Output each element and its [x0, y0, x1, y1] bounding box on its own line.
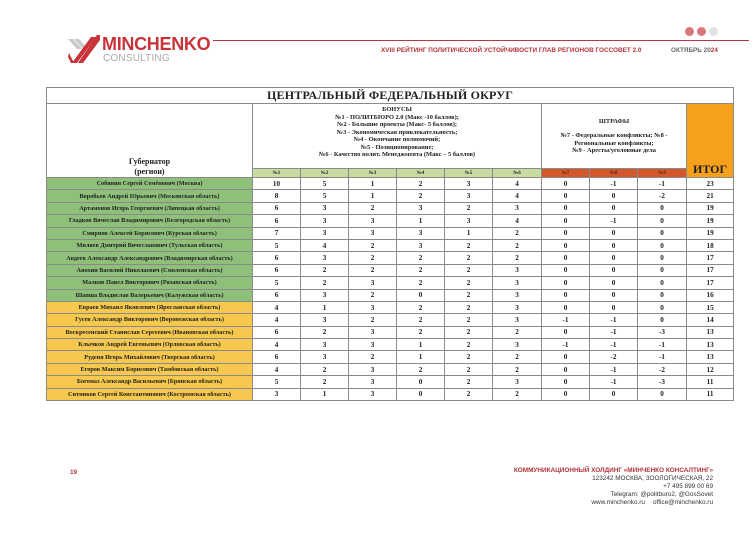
- header-divider: [213, 40, 749, 41]
- score-cell-6: 3: [493, 339, 542, 351]
- minchenko-logo: [68, 33, 218, 65]
- score-cell-1: 7: [253, 227, 301, 239]
- column-header-3: №3: [349, 169, 397, 178]
- score-cell-2: 2: [301, 277, 349, 289]
- score-cell-6: 2: [493, 351, 542, 363]
- score-cell-9: 0: [638, 227, 687, 239]
- score-cell-3: 2: [349, 202, 397, 214]
- penalty-line: №7 - Федеральные конфликты; №8 -: [560, 132, 668, 139]
- penalty-header: [542, 104, 687, 169]
- score-cell-9: 0: [638, 215, 687, 227]
- score-cell-2: 3: [301, 202, 349, 214]
- table-row: [47, 202, 734, 214]
- governor-column-header: [47, 104, 253, 178]
- column-header-2: №2: [301, 169, 349, 178]
- score-cell-7: 0: [542, 227, 590, 239]
- total-cell: 12: [687, 363, 734, 375]
- score-cell-5: 3: [445, 178, 493, 190]
- score-cell-8: 0: [590, 388, 638, 400]
- score-cell-4: 1: [397, 351, 445, 363]
- score-cell-2: 3: [301, 351, 349, 363]
- score-cell-3: 1: [349, 178, 397, 190]
- governor-header-line1: Губернатор: [128, 157, 171, 166]
- score-cell-7: 0: [542, 252, 590, 264]
- score-cell-6: 3: [493, 314, 542, 326]
- score-cell-8: 0: [590, 190, 638, 202]
- score-cell-1: 6: [253, 215, 301, 227]
- dot-2: [697, 27, 706, 36]
- district-title: ЦЕНТРАЛЬНЫЙ ФЕДЕРАЛЬНЫЙ ОКРУГ: [47, 88, 734, 104]
- score-cell-2: 5: [301, 190, 349, 202]
- bonus-line: №3 - Экономическая привлекательность;: [336, 128, 458, 136]
- governor-name-cell: Смирнов Алексей Борисович (Курская область): [47, 227, 253, 239]
- page-number: 19: [70, 469, 78, 476]
- score-cell-2: 2: [301, 376, 349, 388]
- table-row: [47, 190, 734, 202]
- score-cell-9: 0: [638, 314, 687, 326]
- bonus-title: БОНУСЫ: [382, 106, 412, 113]
- logo-chevron-icon: [68, 35, 100, 63]
- table-row: [47, 326, 734, 338]
- score-cell-2: 3: [301, 227, 349, 239]
- score-cell-4: 1: [397, 339, 445, 351]
- score-cell-1: 5: [253, 277, 301, 289]
- governor-name-cell: Богомаз Александр Васильевич (Брянская область): [47, 376, 253, 388]
- total-cell: 13: [687, 339, 734, 351]
- score-cell-6: 2: [493, 388, 542, 400]
- score-cell-1: 6: [253, 326, 301, 338]
- score-cell-3: 3: [349, 215, 397, 227]
- score-cell-5: 3: [445, 190, 493, 202]
- score-cell-6: 2: [493, 326, 542, 338]
- score-cell-7: 0: [542, 376, 590, 388]
- bonus-line: №5 - Позиционирование;: [360, 143, 434, 151]
- score-cell-1: 6: [253, 351, 301, 363]
- logo-subtitle: CONSULTING: [103, 53, 170, 64]
- score-cell-3: 2: [349, 289, 397, 301]
- score-cell-7: -1: [542, 339, 590, 351]
- table-row: [47, 252, 734, 264]
- column-header-6: №6: [493, 169, 542, 178]
- total-cell: 18: [687, 239, 734, 251]
- governor-name-cell: Артамонов Игорь Георгиевич (Липецкая область): [47, 202, 253, 214]
- penalty-title: ШТРАФЫ: [598, 117, 630, 125]
- footer-org: КОММУНИКАЦИОННЫЙ ХОЛДИНГ «МИНЧЕНКО КОНСАЛТИНГ»: [513, 467, 713, 474]
- score-cell-2: 1: [301, 388, 349, 400]
- footer-phone: +7 495 899 00 69: [663, 483, 713, 490]
- report-caption: XVIII РЕЙТИНГ ПОЛИТИЧЕСКОЙ УСТОЙЧИВОСТИ ГЛАВ РЕГИОНОВ ГОССОВЕТ 2.0: [381, 47, 642, 54]
- score-cell-9: 0: [638, 388, 687, 400]
- score-cell-5: 2: [445, 301, 493, 313]
- score-cell-6: 4: [493, 215, 542, 227]
- governor-name-cell: Клычков Андрей Евгеньевич (Орловская область): [47, 339, 253, 351]
- score-cell-9: 0: [638, 264, 687, 276]
- score-cell-2: 2: [301, 326, 349, 338]
- governor-name-cell: Егоров Максим Борисович (Тамбовская область): [47, 363, 253, 375]
- score-cell-2: 4: [301, 239, 349, 251]
- score-cell-6: 2: [493, 227, 542, 239]
- governor-name-cell: Собянин Сергей Семёнович (Москва): [47, 178, 253, 190]
- score-cell-6: 3: [493, 264, 542, 276]
- footer-web: [514, 499, 713, 507]
- bonus-line: №4 - Окончание полномочий;: [353, 136, 441, 143]
- score-cell-9: 0: [638, 289, 687, 301]
- score-cell-5: 2: [445, 252, 493, 264]
- governor-name-cell: Гусев Александр Викторович (Воронежская область): [47, 314, 253, 326]
- score-cell-6: 4: [493, 178, 542, 190]
- score-cell-9: -2: [638, 363, 687, 375]
- score-cell-3: 1: [349, 190, 397, 202]
- total-cell: 14: [687, 314, 734, 326]
- report-date-prefix: ОКТЯБРЬ 20: [671, 47, 711, 54]
- score-cell-1: 5: [253, 376, 301, 388]
- score-cell-8: -1: [590, 376, 638, 388]
- bonus-line: №2 - Большие проекты (Макс- 5 баллов);: [336, 121, 458, 128]
- score-cell-1: 8: [253, 190, 301, 202]
- penalty-line: №9 - Аресты/уголовные дела: [572, 147, 656, 154]
- score-cell-8: 0: [590, 264, 638, 276]
- score-cell-4: 0: [397, 376, 445, 388]
- total-cell: 17: [687, 277, 734, 289]
- total-cell: 19: [687, 202, 734, 214]
- score-cell-5: 2: [445, 351, 493, 363]
- score-cell-4: 2: [397, 277, 445, 289]
- table-row: [47, 227, 734, 239]
- score-cell-3: 3: [349, 376, 397, 388]
- score-cell-2: 5: [301, 178, 349, 190]
- dot-1: [685, 27, 694, 36]
- score-cell-2: 1: [301, 301, 349, 313]
- score-cell-4: 0: [397, 289, 445, 301]
- score-cell-5: 2: [445, 277, 493, 289]
- column-header-5: №5: [445, 169, 493, 178]
- total-cell: 11: [687, 376, 734, 388]
- score-cell-1: 4: [253, 339, 301, 351]
- total-cell: 19: [687, 227, 734, 239]
- governor-name-cell: Воробьев Андрей Юрьевич (Московская область): [47, 190, 253, 202]
- score-cell-4: 2: [397, 326, 445, 338]
- table-row: [47, 264, 734, 276]
- score-cell-8: 0: [590, 239, 638, 251]
- score-cell-6: 3: [493, 289, 542, 301]
- score-cell-6: 3: [493, 301, 542, 313]
- score-cell-9: -3: [638, 326, 687, 338]
- score-cell-9: 0: [638, 252, 687, 264]
- score-cell-6: 4: [493, 190, 542, 202]
- total-cell: 15: [687, 301, 734, 313]
- score-cell-7: -1: [542, 314, 590, 326]
- score-cell-5: 2: [445, 388, 493, 400]
- score-cell-8: 0: [590, 301, 638, 313]
- score-cell-6: 3: [493, 376, 542, 388]
- table-row: [47, 376, 734, 388]
- score-cell-3: 2: [349, 239, 397, 251]
- score-cell-8: -1: [590, 339, 638, 351]
- score-cell-7: 0: [542, 190, 590, 202]
- column-header-7: №7: [542, 169, 590, 178]
- score-cell-1: 4: [253, 314, 301, 326]
- score-cell-6: 3: [493, 202, 542, 214]
- score-cell-3: 3: [349, 227, 397, 239]
- score-cell-1: 4: [253, 363, 301, 375]
- governor-header-line2: (регион): [134, 167, 165, 176]
- score-cell-4: 3: [397, 227, 445, 239]
- score-cell-7: 0: [542, 326, 590, 338]
- score-cell-9: -3: [638, 376, 687, 388]
- footer-address: 123242 МОСКВА, ЗООЛОГИЧЕСКАЯ, 22: [592, 475, 713, 482]
- score-cell-1: 6: [253, 202, 301, 214]
- score-cell-5: 2: [445, 363, 493, 375]
- score-cell-3: 3: [349, 339, 397, 351]
- footer-contacts: [514, 467, 713, 507]
- score-cell-5: 3: [445, 215, 493, 227]
- footer-email-link[interactable]: office@minchenko.ru: [652, 499, 713, 506]
- score-cell-4: 2: [397, 178, 445, 190]
- total-column-header: ИТОГ: [687, 104, 734, 178]
- score-cell-3: 3: [349, 363, 397, 375]
- column-header-9: №9: [638, 169, 687, 178]
- score-cell-8: -1: [590, 326, 638, 338]
- score-cell-9: -1: [638, 178, 687, 190]
- governor-name-cell: Миляев Дмитрий Вячеславович (Тульская область): [47, 239, 253, 251]
- governor-name-cell: Малков Павел Викторович (Рязанская область): [47, 277, 253, 289]
- governor-name-cell: Воскресенский Станислав Сергеевич (Ивановская область): [47, 326, 253, 338]
- score-cell-5: 2: [445, 314, 493, 326]
- score-cell-4: 0: [397, 388, 445, 400]
- score-cell-6: 2: [493, 363, 542, 375]
- score-cell-8: -2: [590, 351, 638, 363]
- score-cell-3: 2: [349, 264, 397, 276]
- score-cell-5: 2: [445, 339, 493, 351]
- table-row: [47, 178, 734, 190]
- score-cell-7: 0: [542, 215, 590, 227]
- table-row: [47, 215, 734, 227]
- table-row: [47, 239, 734, 251]
- table-row: [47, 314, 734, 326]
- score-cell-4: 2: [397, 190, 445, 202]
- score-cell-1: 6: [253, 264, 301, 276]
- total-cell: 21: [687, 190, 734, 202]
- total-cell: 13: [687, 326, 734, 338]
- score-cell-3: 3: [349, 301, 397, 313]
- score-cell-1: 10: [253, 178, 301, 190]
- governor-name-cell: Евраев Михаил Яковлевич (Ярославская область): [47, 301, 253, 313]
- column-header-8: №8: [590, 169, 638, 178]
- score-cell-7: 0: [542, 239, 590, 251]
- governor-name-cell: Гладков Вячеслав Владимирович (Белгородская область): [47, 215, 253, 227]
- score-cell-9: -1: [638, 351, 687, 363]
- score-cell-2: 3: [301, 215, 349, 227]
- score-cell-6: 2: [493, 239, 542, 251]
- table-row: [47, 363, 734, 375]
- score-cell-7: 0: [542, 301, 590, 313]
- governor-name-cell: Шапша Владислав Валерьевич (Калужская область): [47, 289, 253, 301]
- table-row: [47, 301, 734, 313]
- score-cell-3: 3: [349, 277, 397, 289]
- score-cell-8: -1: [590, 178, 638, 190]
- score-cell-7: 0: [542, 178, 590, 190]
- score-cell-3: 3: [349, 326, 397, 338]
- score-cell-7: 0: [542, 277, 590, 289]
- footer-telegram: Telegram: @politburo2, @GosSovet: [610, 491, 713, 498]
- score-cell-4: 3: [397, 239, 445, 251]
- score-cell-6: 3: [493, 277, 542, 289]
- score-cell-5: 2: [445, 264, 493, 276]
- score-cell-4: 1: [397, 215, 445, 227]
- score-cell-3: 2: [349, 351, 397, 363]
- score-cell-3: 2: [349, 314, 397, 326]
- column-header-1: №1: [253, 169, 301, 178]
- score-cell-4: 3: [397, 202, 445, 214]
- score-cell-7: 0: [542, 351, 590, 363]
- report-date: [671, 47, 718, 54]
- score-cell-8: 0: [590, 289, 638, 301]
- dot-3: [709, 27, 718, 36]
- score-cell-4: 2: [397, 363, 445, 375]
- governor-name-cell: Анохин Василий Николаевич (Смоленская область): [47, 264, 253, 276]
- score-cell-5: 2: [445, 376, 493, 388]
- score-cell-4: 2: [397, 264, 445, 276]
- score-cell-9: 0: [638, 301, 687, 313]
- score-cell-2: 3: [301, 314, 349, 326]
- score-cell-2: 3: [301, 289, 349, 301]
- score-cell-2: 3: [301, 252, 349, 264]
- score-cell-1: 4: [253, 301, 301, 313]
- table-row: [47, 351, 734, 363]
- score-cell-9: 0: [638, 239, 687, 251]
- score-cell-5: 2: [445, 326, 493, 338]
- column-header-4: №4: [397, 169, 445, 178]
- score-cell-7: 0: [542, 202, 590, 214]
- total-cell: 13: [687, 351, 734, 363]
- score-cell-2: 2: [301, 363, 349, 375]
- score-cell-7: 0: [542, 363, 590, 375]
- score-cell-2: 2: [301, 264, 349, 276]
- score-cell-8: 0: [590, 252, 638, 264]
- bonus-line: №1 - ПОЛИТБЮРО 2.0 (Макс -10 баллов);: [335, 113, 459, 121]
- score-cell-7: 0: [542, 289, 590, 301]
- total-cell: 16: [687, 289, 734, 301]
- score-cell-6: 2: [493, 252, 542, 264]
- score-cell-9: -2: [638, 190, 687, 202]
- score-cell-7: 0: [542, 388, 590, 400]
- score-cell-4: 2: [397, 314, 445, 326]
- score-cell-5: 2: [445, 289, 493, 301]
- score-cell-8: 0: [590, 227, 638, 239]
- total-cell: 19: [687, 215, 734, 227]
- score-cell-9: 0: [638, 277, 687, 289]
- bonus-header: [253, 104, 542, 169]
- score-cell-2: 3: [301, 339, 349, 351]
- score-cell-3: 3: [349, 388, 397, 400]
- score-cell-5: 2: [445, 239, 493, 251]
- total-cell: 11: [687, 388, 734, 400]
- bonus-line: №6 - Качество полит. Менеджмента (Макс – 5 баллов): [318, 151, 476, 158]
- footer-website-link[interactable]: www.minchenko.ru: [591, 499, 645, 506]
- table-row: [47, 277, 734, 289]
- score-cell-4: 2: [397, 301, 445, 313]
- score-cell-9: -1: [638, 339, 687, 351]
- score-cell-5: 2: [445, 202, 493, 214]
- penalty-line: Региональные конфликты;: [574, 139, 654, 147]
- header-dots: [685, 27, 718, 36]
- governor-name-cell: Руденя Игорь Михайлович (Тверская область): [47, 351, 253, 363]
- score-cell-9: 0: [638, 202, 687, 214]
- score-cell-8: 0: [590, 202, 638, 214]
- score-cell-3: 2: [349, 252, 397, 264]
- table-row: [47, 388, 734, 400]
- score-cell-1: 3: [253, 388, 301, 400]
- total-cell: 17: [687, 264, 734, 276]
- logo-title: MINCHENKO: [102, 34, 211, 54]
- score-cell-8: -1: [590, 215, 638, 227]
- score-cell-8: -1: [590, 314, 638, 326]
- report-date-suffix: 24: [710, 47, 718, 54]
- total-cell: 17: [687, 252, 734, 264]
- score-cell-1: 6: [253, 289, 301, 301]
- total-cell: 23: [687, 178, 734, 190]
- score-cell-8: -1: [590, 363, 638, 375]
- score-cell-8: 0: [590, 277, 638, 289]
- score-cell-7: 0: [542, 264, 590, 276]
- table-row: [47, 339, 734, 351]
- governor-name-cell: Ситников Сергей Константинович (Костромская область): [47, 388, 253, 400]
- score-cell-4: 2: [397, 252, 445, 264]
- score-cell-1: 5: [253, 239, 301, 251]
- score-cell-1: 6: [253, 252, 301, 264]
- score-cell-5: 1: [445, 227, 493, 239]
- rating-table: [46, 87, 734, 401]
- governor-name-cell: Авдеев Александр Александрович (Владимирская область): [47, 252, 253, 264]
- table-row: [47, 289, 734, 301]
